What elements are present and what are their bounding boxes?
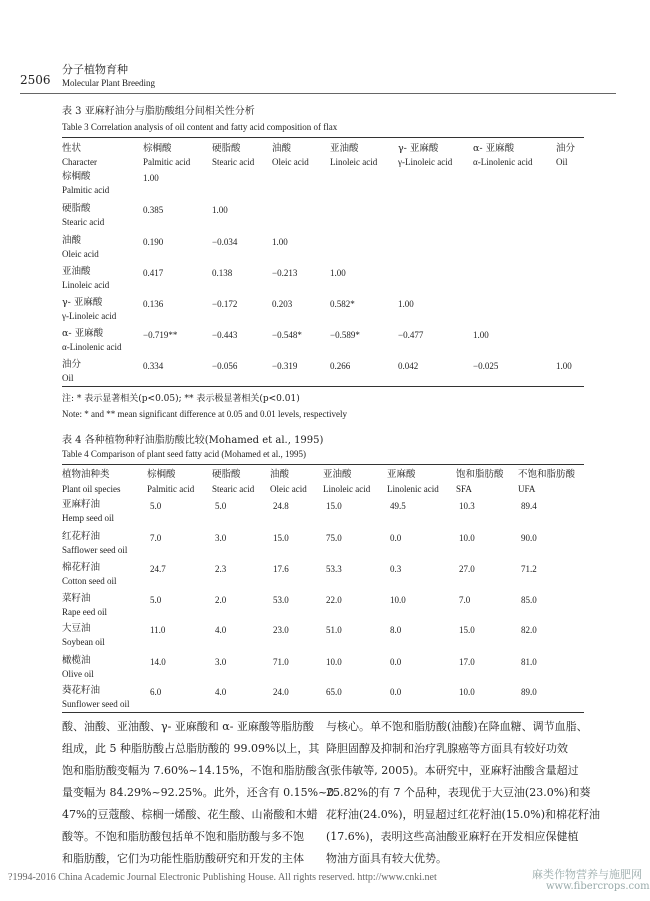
table4-cell: 11.0 — [150, 625, 166, 635]
table3-cell: −0.025 — [473, 361, 499, 371]
table3-row-label-cn: α- 亚麻酸 — [62, 328, 104, 339]
table3-header-en: Oil — [556, 157, 568, 167]
table4-row-label-cn: 菜籽油 — [62, 593, 91, 604]
table4-cell: 71.2 — [521, 564, 537, 574]
table4-header-cn: 不饱和脂肪酸 — [518, 469, 576, 480]
table3-row-label-en: Oleic acid — [62, 249, 99, 259]
table3-header-en: Palmitic acid — [143, 157, 191, 167]
table3-cell: 0.190 — [143, 237, 164, 247]
body-line: 与核心。单不饱和脂肪酸(油酸)在降血糖、调节血脂、 — [326, 720, 588, 733]
table4-cell: 17.0 — [459, 657, 475, 667]
table3-row-label-cn: 棕榈酸 — [62, 171, 91, 182]
table4-header-en: SFA — [456, 484, 472, 494]
table4-cell: 22.0 — [326, 595, 342, 605]
body-line: 组成，此 5 种脂肪酸占总脂肪酸的 99.09%以上，其 — [62, 742, 320, 755]
table3-row-label-cn: 硬脂酸 — [62, 203, 91, 214]
table3-header-cn: 油酸 — [272, 143, 292, 154]
table4-header-en: Stearic acid — [212, 484, 255, 494]
table3-row-label-cn: 油分 — [62, 359, 82, 370]
table4-cell: 5.0 — [150, 595, 162, 605]
table4-cell: 14.0 — [150, 657, 166, 667]
table4-cell: 51.0 — [326, 625, 342, 635]
table4-cell: 0.0 — [390, 687, 402, 697]
table3-header-cn: α- 亚麻酸 — [473, 143, 515, 154]
table4-cell: 7.0 — [459, 595, 471, 605]
table4-header-cn: 油酸 — [270, 469, 290, 480]
table3-header-en: γ-Linoleic acid — [398, 157, 453, 167]
body-line: 降胆固醇及抑制和治疗乳腺癌等方面具有较好功效 — [326, 742, 568, 755]
table3-header-cn: 亚油酸 — [330, 143, 359, 154]
table4-cell: 75.0 — [326, 533, 342, 543]
table4-cell: 17.6 — [273, 564, 289, 574]
table3-header-cn: 棕榈酸 — [143, 143, 172, 154]
journal-title-en: Molecular Plant Breeding — [62, 78, 155, 88]
table3-cell: 0.582* — [330, 299, 355, 309]
table3-cell: −0.477 — [398, 330, 424, 340]
table4-header-en: Linolenic acid — [387, 484, 439, 494]
table4-cell: 10.0 — [390, 595, 406, 605]
table4-caption-en: Table 4 Comparison of plant seed fatty acid (Mohamed et al., 1995) — [62, 449, 307, 459]
table4-cell: 15.0 — [326, 501, 342, 511]
table3-header-en: Linoleic acid — [330, 157, 378, 167]
table3-cell: 1.00 — [556, 361, 572, 371]
table3-caption-cn: 表 3 亚麻籽油分与脂肪酸组分间相关性分析 — [62, 106, 255, 117]
table3-note-cn: 注: * 表示显著相关(p<0.05); ** 表示极显著相关(p<0.01) — [62, 394, 300, 404]
table4-row-label-cn: 亚麻籽油 — [62, 499, 101, 510]
table3-cell: −0.172 — [212, 299, 238, 309]
table3-cell: 0.385 — [143, 205, 164, 215]
table4-cell: 49.5 — [390, 501, 406, 511]
table4-cell: 24.8 — [273, 501, 289, 511]
table4-cell: 0.3 — [390, 564, 402, 574]
table4-cell: 27.0 — [459, 564, 475, 574]
table3-cell: 1.00 — [143, 173, 159, 183]
table3-cell: 0.136 — [143, 299, 164, 309]
table3-cell: 1.00 — [473, 330, 489, 340]
header-divider — [20, 93, 616, 94]
table4-cell: 82.0 — [521, 625, 537, 635]
table4-cell: 53.3 — [326, 564, 342, 574]
table3-cell: 1.00 — [212, 205, 228, 215]
body-line: 酸等。不饱和脂肪酸包括单不饱和脂肪酸与多不饱 — [62, 830, 304, 843]
table4-caption-cn: 表 4 各种植物种籽油脂肪酸比较(Mohamed et al., 1995) — [62, 435, 324, 446]
table4-cell: 89.4 — [521, 501, 537, 511]
table4-header-cn: 亚油酸 — [323, 469, 352, 480]
table3-cell: −0.719** — [143, 330, 178, 340]
table3-header-en: α-Linolenic acid — [473, 157, 533, 167]
table4-cell: 10.0 — [326, 657, 342, 667]
body-line: 酸、油酸、亚油酸、γ- 亚麻酸和 α- 亚麻酸等脂肪酸 — [62, 720, 314, 733]
table4-row-label-cn: 棉花籽油 — [62, 562, 101, 573]
table4-cell: 8.0 — [390, 625, 402, 635]
table3-cell: −0.589* — [330, 330, 360, 340]
table4-cell: 2.3 — [215, 564, 227, 574]
table3-row-label-en: α-Linolenic acid — [62, 342, 122, 352]
body-line: 花籽油(24.0%)，明显超过红花籽油(15.0%)和棉花籽油 — [326, 808, 601, 821]
table4-cell: 4.0 — [215, 687, 227, 697]
table4-row-label-en: Hemp seed oil — [62, 513, 114, 523]
body-text-right — [326, 716, 600, 870]
table4-bottom-rule — [62, 712, 584, 713]
table4-header-cn: 亚麻酸 — [387, 469, 416, 480]
table4-row-label-cn: 大豆油 — [62, 623, 91, 634]
table4-cell: 15.0 — [273, 533, 289, 543]
watermark-cn: 麻类作物营养与施肥网 — [532, 868, 642, 881]
table3-cell: −0.213 — [272, 268, 298, 278]
table3-cell: 0.417 — [143, 268, 164, 278]
table4-row-label-cn: 红花籽油 — [62, 531, 101, 542]
table3-caption-en: Table 3 Correlation analysis of oil content and fatty acid composition of flax — [62, 122, 338, 132]
table4-cell: 23.0 — [273, 625, 289, 635]
table4-row-label-en: Soybean oil — [62, 637, 105, 647]
table4-cell: 10.3 — [459, 501, 475, 511]
table3-cell: −0.056 — [212, 361, 238, 371]
table3-cell: 1.00 — [398, 299, 414, 309]
table3-bottom-rule — [62, 386, 584, 387]
table4-cell: 3.0 — [215, 533, 227, 543]
table4-cell: 24.0 — [273, 687, 289, 697]
table3-header-en: Character — [62, 157, 97, 167]
table4-header-cn: 饱和脂肪酸 — [456, 469, 504, 480]
table4-cell: 3.0 — [215, 657, 227, 667]
table4-cell: 65.0 — [326, 687, 342, 697]
page-number: 2506 — [20, 73, 51, 87]
table3-top-rule — [62, 137, 584, 138]
table4-cell: 10.0 — [459, 533, 475, 543]
table3-cell: −0.443 — [212, 330, 238, 340]
table4-cell: 5.0 — [150, 501, 162, 511]
table4-row-label-en: Cotton seed oil — [62, 576, 117, 586]
table3-cell: 0.138 — [212, 268, 233, 278]
body-line: 饱和脂肪酸变幅为 7.60%~14.15%，不饱和脂肪酸含 — [62, 764, 328, 777]
table4-cell: 10.0 — [459, 687, 475, 697]
table4-cell: 2.0 — [215, 595, 227, 605]
table4-cell: 24.7 — [150, 564, 166, 574]
table4-row-label-cn: 葵花籽油 — [62, 685, 101, 696]
table3-row-label-en: Palmitic acid — [62, 185, 110, 195]
table3-cell: −0.319 — [272, 361, 298, 371]
table3-cell: −0.548* — [272, 330, 302, 340]
table4-cell: 6.0 — [150, 687, 162, 697]
table3-header-en: Stearic acid — [212, 157, 255, 167]
table3-cell: 0.266 — [330, 361, 351, 371]
body-line: 25.82%的有 7 个品种，表现优于大豆油(23.0%)和葵 — [326, 786, 591, 799]
table4-cell: 0.0 — [390, 657, 402, 667]
table4-top-rule — [62, 464, 584, 465]
table3-cell: 1.00 — [272, 237, 288, 247]
table3-row-label-en: γ-Linoleic acid — [62, 311, 117, 321]
table4-cell: 4.0 — [215, 625, 227, 635]
table4-cell: 90.0 — [521, 533, 537, 543]
copyright-footer: ?1994-2016 China Academic Journal Electronic Publishing House. All rights reserved. http://www.cnki.net — [8, 872, 437, 883]
table4-cell: 53.0 — [273, 595, 289, 605]
table3-header-cn: γ- 亚麻酸 — [398, 143, 439, 154]
body-line: (张伟敏等, 2005)。本研究中，亚麻籽油酸含量超过 — [326, 764, 579, 777]
table4-row-label-en: Sunflower seed oil — [62, 699, 130, 709]
table3-header-cn: 油分 — [556, 143, 576, 154]
table4-cell: 85.0 — [521, 595, 537, 605]
table4-header-en: Plant oil species — [62, 484, 121, 494]
watermark-en: www.fibercrops.com — [546, 881, 650, 892]
body-line: 47%的豆蔻酸、棕榈一烯酸、花生酸、山嵛酸和木蜡 — [62, 808, 318, 821]
body-line: (17.6%)，表明这些高油酸亚麻籽在开发相应保健植 — [326, 830, 579, 843]
table4-header-cn: 硬脂酸 — [212, 469, 241, 480]
table3-row-label-cn: 亚油酸 — [62, 266, 91, 277]
table3-header-en: Oleic acid — [272, 157, 309, 167]
table3-cell: 1.00 — [330, 268, 346, 278]
table3-cell: 0.334 — [143, 361, 164, 371]
table3-row-label-cn: γ- 亚麻酸 — [62, 297, 103, 308]
table4-header-en: UFA — [518, 484, 536, 494]
table4-cell: 7.0 — [150, 533, 162, 543]
table4-cell: 89.0 — [521, 687, 537, 697]
table3-note-en: Note: * and ** mean significant difference at 0.05 and 0.01 levels, respectively — [62, 409, 347, 419]
table4-cell: 71.0 — [273, 657, 289, 667]
body-line: 量变幅为 84.29%~92.25%。此外，还含有 0.15%~0. — [62, 786, 338, 799]
table4-header-cn: 棕榈酸 — [147, 469, 176, 480]
body-line: 物油方面具有较大优势。 — [326, 852, 447, 865]
table4-row-label-en: Rape eed oil — [62, 607, 107, 617]
table3-cell: 0.042 — [398, 361, 419, 371]
journal-title-cn: 分子植物育种 — [62, 63, 128, 76]
table4-cell: 5.0 — [215, 501, 227, 511]
table3-row-label-en: Oil — [62, 373, 74, 383]
table3-row-label-en: Stearic acid — [62, 217, 105, 227]
table3-cell: −0.034 — [212, 237, 238, 247]
table3-header-cn: 性状 — [62, 143, 82, 154]
table3-row-label-en: Linoleic acid — [62, 280, 110, 290]
table4-header-en: Palmitic acid — [147, 484, 195, 494]
table4-header-en: Oleic acid — [270, 484, 307, 494]
table4-header-en: Linoleic acid — [323, 484, 371, 494]
table4-cell: 81.0 — [521, 657, 537, 667]
table3-header-cn: 硬脂酸 — [212, 143, 241, 154]
table4-cell: 15.0 — [459, 625, 475, 635]
table4-row-label-en: Olive oil — [62, 669, 94, 679]
table4-row-label-en: Safflower seed oil — [62, 545, 128, 555]
table3-row-label-cn: 油酸 — [62, 235, 82, 246]
table4-row-label-cn: 橄榄油 — [62, 655, 91, 666]
body-text-left — [62, 716, 338, 870]
table3-cell: 0.203 — [272, 299, 293, 309]
body-line: 和脂肪酸，它们为功能性脂肪酸研究和开发的主体 — [62, 852, 304, 865]
table4-header-cn: 植物油种类 — [62, 469, 110, 480]
table4-cell: 0.0 — [390, 533, 402, 543]
